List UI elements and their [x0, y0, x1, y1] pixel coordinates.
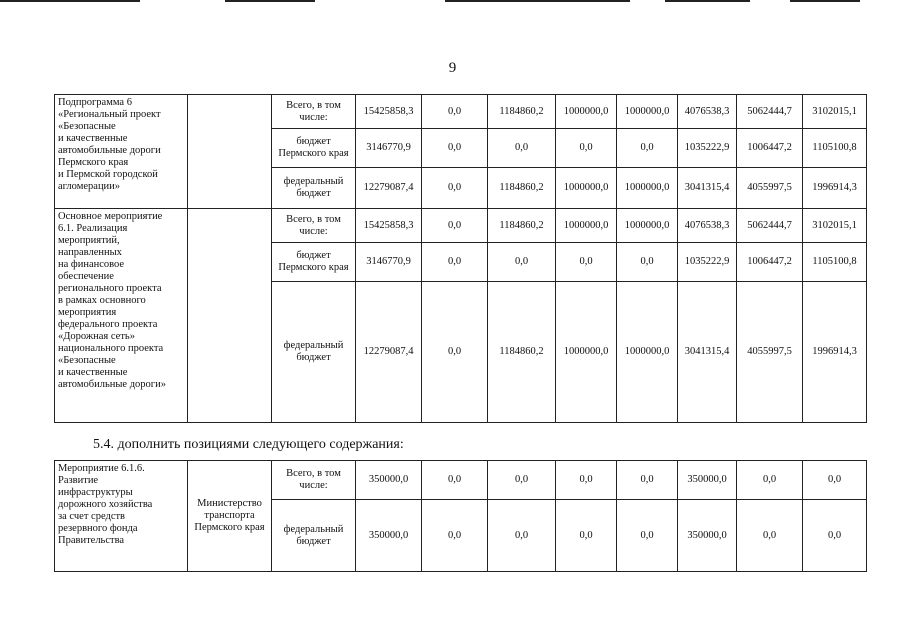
amount-cell: 1000000,0: [556, 95, 617, 129]
amount-cell: 3146770,9: [356, 129, 422, 168]
amount-cell: 0,0: [488, 129, 556, 168]
funding-source-cell: Всего, в том числе:: [272, 461, 356, 500]
scan-edge-line: [790, 0, 860, 2]
amount-cell: 1105100,8: [803, 243, 867, 282]
amount-cell: 350000,0: [678, 500, 737, 572]
amount-cell: 0,0: [422, 282, 488, 423]
amount-cell: 0,0: [422, 168, 488, 209]
amount-cell: 0,0: [422, 500, 488, 572]
amount-cell: 350000,0: [356, 461, 422, 500]
amount-cell: 0,0: [737, 500, 803, 572]
amount-cell: 1105100,8: [803, 129, 867, 168]
budget-table-main: [54, 94, 867, 423]
amount-cell: 1000000,0: [617, 168, 678, 209]
amount-cell: 1006447,2: [737, 129, 803, 168]
amount-cell: 0,0: [422, 209, 488, 243]
amount-cell: 0,0: [803, 500, 867, 572]
amount-cell: 1000000,0: [617, 209, 678, 243]
budget-table-additions: [54, 460, 867, 572]
amount-cell: 1184860,2: [488, 282, 556, 423]
amount-cell: 1184860,2: [488, 209, 556, 243]
amount-cell: 0,0: [422, 129, 488, 168]
amount-cell: 350000,0: [678, 461, 737, 500]
amount-cell: 5062444,7: [737, 95, 803, 129]
amount-cell: 15425858,3: [356, 209, 422, 243]
amount-cell: 0,0: [422, 461, 488, 500]
amount-cell: 350000,0: [356, 500, 422, 572]
amount-cell: 0,0: [556, 243, 617, 282]
activity-name-cell: Подпрограмма 6 «Региональный проект «Безопасные и качественные автомобильные дороги Пермского края и Пермской городской агломерации»: [55, 95, 188, 209]
scan-edge-line: [445, 0, 630, 2]
amount-cell: 4076538,3: [678, 209, 737, 243]
amount-cell: 3041315,4: [678, 168, 737, 209]
executor-cell: [188, 95, 272, 209]
scan-edge-line: [665, 0, 750, 2]
amount-cell: 0,0: [617, 243, 678, 282]
amount-cell: 12279087,4: [356, 168, 422, 209]
amount-cell: 0,0: [488, 461, 556, 500]
funding-source-cell: Всего, в том числе:: [272, 95, 356, 129]
amount-cell: 15425858,3: [356, 95, 422, 129]
amount-cell: 0,0: [488, 243, 556, 282]
table-row: [55, 95, 867, 129]
funding-source-cell: федеральный бюджет: [272, 168, 356, 209]
funding-source-cell: бюджет Пермского края: [272, 243, 356, 282]
amount-cell: 0,0: [556, 461, 617, 500]
amount-cell: 12279087,4: [356, 282, 422, 423]
amount-cell: 0,0: [488, 500, 556, 572]
amount-cell: 5062444,7: [737, 209, 803, 243]
amount-cell: 1000000,0: [556, 282, 617, 423]
amount-cell: 4076538,3: [678, 95, 737, 129]
executor-cell: Министерство транспорта Пермского края: [188, 461, 272, 572]
amount-cell: 0,0: [556, 500, 617, 572]
amount-cell: 3146770,9: [356, 243, 422, 282]
amount-cell: 3102015,1: [803, 209, 867, 243]
amount-cell: 0,0: [737, 461, 803, 500]
amount-cell: 1184860,2: [488, 95, 556, 129]
table-row: [55, 461, 867, 500]
amount-cell: 1996914,3: [803, 282, 867, 423]
amount-cell: 1006447,2: [737, 243, 803, 282]
amount-cell: 0,0: [422, 243, 488, 282]
amount-cell: 1000000,0: [556, 209, 617, 243]
activity-name-cell: Основное мероприятие 6.1. Реализация мероприятий, направленных на финансовое обеспечение регионального проекта в рамках основного мероприятия федерального проекта «Дорожная сеть» национального проекта «Безопасные и качественные автомобильные дороги»: [55, 209, 188, 423]
funding-source-cell: федеральный бюджет: [272, 282, 356, 423]
page-number: 9: [448, 60, 457, 76]
amount-cell: 0,0: [617, 461, 678, 500]
amount-cell: 0,0: [422, 95, 488, 129]
table-row: [55, 209, 867, 243]
scan-edge-line: [225, 0, 315, 2]
amount-cell: 3102015,1: [803, 95, 867, 129]
funding-source-cell: бюджет Пермского края: [272, 129, 356, 168]
activity-name-cell: Мероприятие 6.1.6. Развитие инфраструктуры дорожного хозяйства за счет средств резервного фонда Правительства: [55, 461, 188, 572]
amount-cell: 3041315,4: [678, 282, 737, 423]
amount-cell: 0,0: [617, 500, 678, 572]
amount-cell: 1184860,2: [488, 168, 556, 209]
amount-cell: 0,0: [803, 461, 867, 500]
amount-cell: 1035222,9: [678, 243, 737, 282]
funding-source-cell: Всего, в том числе:: [272, 209, 356, 243]
amount-cell: 0,0: [617, 129, 678, 168]
amount-cell: 1000000,0: [617, 282, 678, 423]
scan-edge-line: [0, 0, 140, 2]
section-heading: 5.4. дополнить позициями следующего содержания:: [93, 437, 404, 452]
amount-cell: 1035222,9: [678, 129, 737, 168]
funding-source-cell: федеральный бюджет: [272, 500, 356, 572]
amount-cell: 1996914,3: [803, 168, 867, 209]
amount-cell: 1000000,0: [617, 95, 678, 129]
executor-cell: [188, 209, 272, 423]
amount-cell: 0,0: [556, 129, 617, 168]
amount-cell: 1000000,0: [556, 168, 617, 209]
amount-cell: 4055997,5: [737, 168, 803, 209]
amount-cell: 4055997,5: [737, 282, 803, 423]
